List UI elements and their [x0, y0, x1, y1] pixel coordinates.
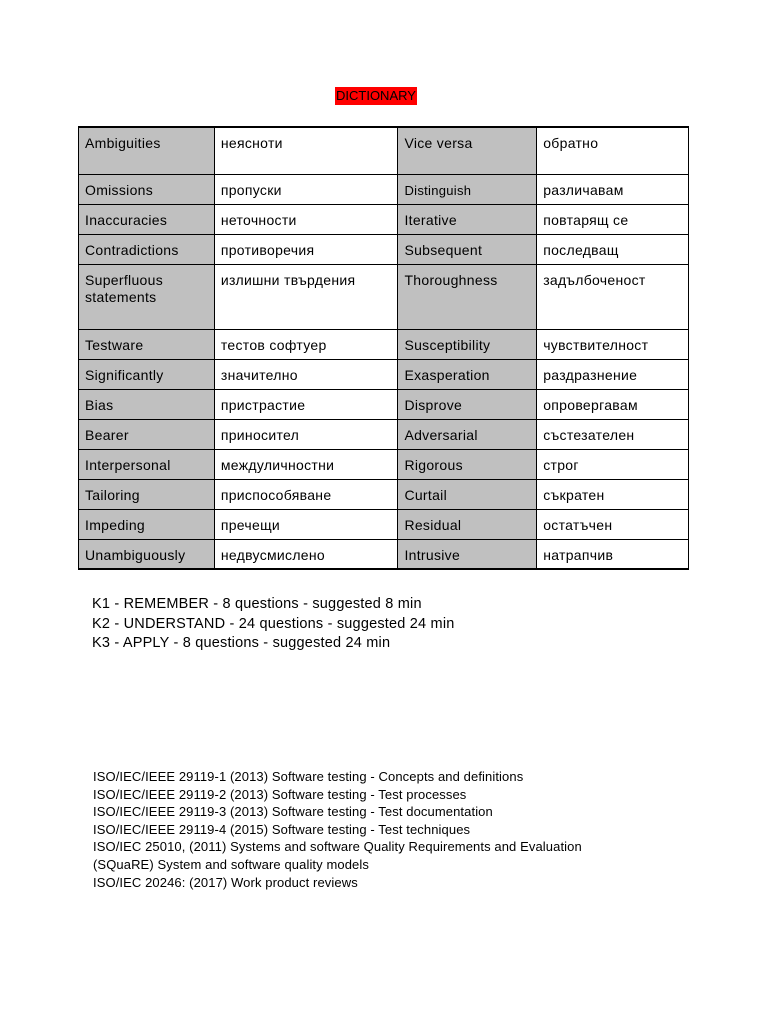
term-en-cell: Impeding — [79, 509, 215, 539]
standard-item: (SQuaRE) System and software quality models — [93, 856, 369, 872]
term-bg-cell: раздразнение — [537, 359, 689, 389]
dictionary-title: DICTIONARY — [336, 88, 416, 103]
term-bg-cell: неясноти — [214, 127, 398, 174]
term-bg-cell: недвусмислено — [214, 539, 398, 569]
term-bg-cell: тестов софтуер — [214, 329, 398, 359]
term-bg-cell: задълбоченост — [537, 264, 689, 329]
table-row — [79, 329, 689, 359]
term-en-cell: Contradictions — [79, 234, 215, 264]
term-bg-cell: последващ — [537, 234, 689, 264]
standard-item: ISO/IEC 20246: (2017) Work product reviews — [93, 874, 358, 890]
term-bg-cell: остатъчен — [537, 509, 689, 539]
term-bg-cell: натрапчив — [537, 539, 689, 569]
term-en-cell: Disprove — [398, 389, 537, 419]
term-en-cell: Exasperation — [398, 359, 537, 389]
term-en-cell: Residual — [398, 509, 537, 539]
term-bg-cell: различавам — [537, 174, 689, 204]
term-bg-cell: строг — [537, 449, 689, 479]
table-row — [79, 127, 689, 174]
standard-item: ISO/IEC/IEEE 29119-4 (2015) Software testing - Test techniques — [93, 821, 471, 837]
term-en-cell: Intrusive — [398, 539, 537, 569]
term-en-cell: Rigorous — [398, 449, 537, 479]
term-bg-cell: пречещи — [214, 509, 398, 539]
table-row — [79, 264, 689, 329]
term-bg-cell: излишни твърдения — [214, 264, 398, 329]
term-bg-cell: обратно — [537, 127, 689, 174]
term-en-cell: Omissions — [79, 174, 215, 204]
term-en-cell: Subsequent — [398, 234, 537, 264]
table-row — [79, 539, 689, 569]
term-bg-cell: чувствителност — [537, 329, 689, 359]
term-bg-cell: повтарящ се — [537, 204, 689, 234]
term-en-cell: Susceptibility — [398, 329, 537, 359]
term-bg-cell: пропуски — [214, 174, 398, 204]
table-row — [79, 389, 689, 419]
term-bg-cell: съкратен — [537, 479, 689, 509]
table-row — [79, 479, 689, 509]
term-en-cell: Superfluous statements — [79, 264, 215, 329]
term-en-cell: Inaccuracies — [79, 204, 215, 234]
term-en-cell: Thoroughness — [398, 264, 537, 329]
table-row — [79, 174, 689, 204]
term-en-cell: Tailoring — [79, 479, 215, 509]
table-row — [79, 509, 689, 539]
term-bg-cell: значително — [214, 359, 398, 389]
term-bg-cell: опровергавам — [537, 389, 689, 419]
level-k3: K3 - APPLY - 8 questions - suggested 24 min — [92, 635, 391, 651]
term-en-cell: Bearer — [79, 419, 215, 449]
term-en-cell: Vice versa — [398, 127, 537, 174]
table-row — [79, 204, 689, 234]
term-en-cell: Interpersonal — [79, 449, 215, 479]
term-en-cell: Bias — [79, 389, 215, 419]
standard-item: ISO/IEC/IEEE 29119-3 (2013) Software testing - Test documentation — [93, 804, 493, 820]
term-bg-cell: приносител — [214, 419, 398, 449]
table-row — [79, 359, 689, 389]
term-en-cell: Testware — [79, 329, 215, 359]
standards-list — [93, 768, 582, 891]
table-row — [79, 449, 689, 479]
term-en-cell: Curtail — [398, 479, 537, 509]
question-levels — [92, 595, 455, 654]
term-en-cell: Adversarial — [398, 419, 537, 449]
term-en-cell: Significantly — [79, 359, 215, 389]
term-bg-cell: неточности — [214, 204, 398, 234]
table-row — [79, 234, 689, 264]
term-en-cell: Unambiguously — [79, 539, 215, 569]
term-bg-cell: състезателен — [537, 419, 689, 449]
term-bg-cell: противоречия — [214, 234, 398, 264]
term-en-cell: Distinguish — [398, 174, 537, 204]
level-k1: K1 - REMEMBER - 8 questions - suggested 8 min — [92, 596, 422, 612]
term-bg-cell: приспособяване — [214, 479, 398, 509]
term-bg-cell: междуличностни — [214, 449, 398, 479]
standard-item: ISO/IEC/IEEE 29119-1 (2013) Software testing - Concepts and definitions — [93, 769, 524, 784]
term-bg-cell: пристрастие — [214, 389, 398, 419]
term-en-cell: Ambiguities — [79, 127, 215, 174]
standard-item: ISO/IEC 25010, (2011) Systems and software Quality Requirements and Evaluation — [93, 839, 582, 855]
term-en-cell: Iterative — [398, 204, 537, 234]
dictionary-table — [78, 126, 689, 570]
standard-item: ISO/IEC/IEEE 29119-2 (2013) Software testing - Test processes — [93, 786, 467, 802]
level-k2: K2 - UNDERSTAND - 24 questions - suggested 24 min — [92, 615, 455, 632]
table-row — [79, 419, 689, 449]
